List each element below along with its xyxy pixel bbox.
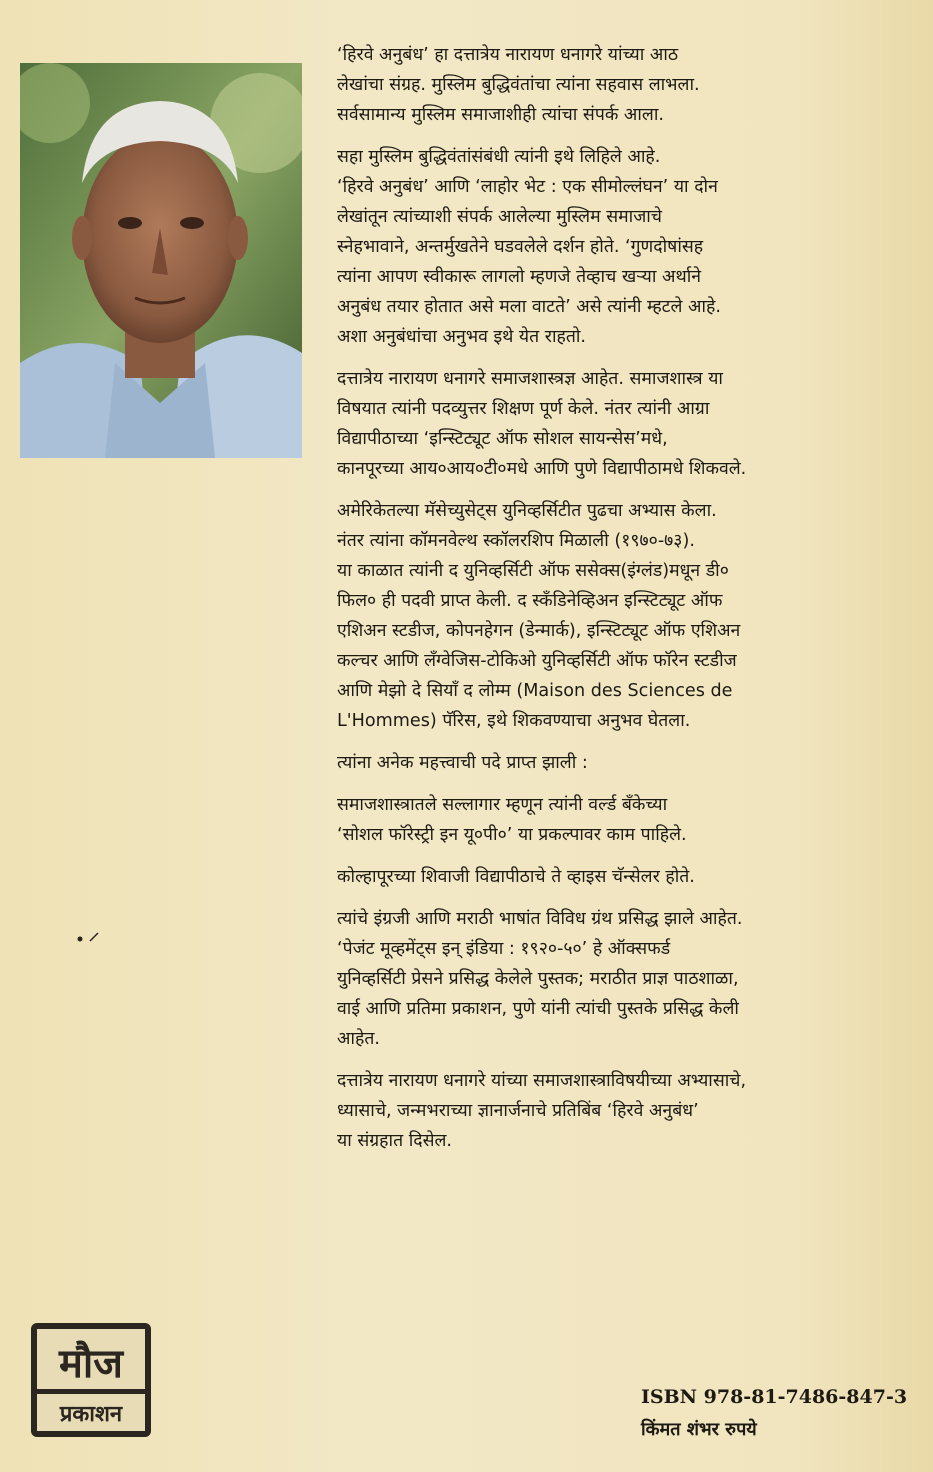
text-line: अशा अनुबंधांचा अनुभव इथे येत राहतो. [337, 327, 587, 347]
isbn-text: ISBN 978-81-7486-847-3 [641, 1386, 908, 1408]
text-line: ‘हिरवे अनुबंध’ हा दत्तात्रेय नारायण धनागरे यांच्या आठ [337, 45, 679, 65]
text-line: ‘पेजंट मूव्हमेंट्स इन् इंडिया : १९२०-५०’ हे ऑक्सफर्ड [337, 939, 671, 959]
text-line: लेखांतून त्यांच्याशी संपर्क आलेल्या मुस्लिम समाजाचे [337, 207, 662, 227]
paragraph [337, 904, 909, 1054]
text-line: लेखांचा संग्रह. मुस्लिम बुद्धिवंतांचा त्यांना सहवास लाभला. [337, 75, 700, 95]
text-line: एशिअन स्टडीज, कोपनहेगन (डेन्मार्क), इन्स्टिट्यूट ऑफ एशिअन [337, 621, 741, 641]
text-line: आहेत. [337, 1029, 380, 1049]
author-photo [20, 63, 302, 458]
text-line: आणि मेझो दे सियाँ द लोम्म (Maison des Sciences de [337, 681, 733, 701]
text-line: कल्चर आणि लँग्वेजिस-टोकिओ युनिव्हर्सिटी ऑफ फॉरेन स्टडीज [337, 651, 737, 671]
price-text: किंमत शंभर रुपये [641, 1419, 757, 1440]
text-line: वाई आणि प्रतिमा प्रकाशन, पुणे यांनी त्यांची पुस्तके प्रसिद्ध केली [337, 999, 739, 1019]
logo-top-text: मौज [59, 1341, 123, 1387]
text-line: त्यांना आपण स्वीकारू लागलो म्हणजे तेव्हाच खऱ्या अर्थाने [337, 267, 702, 287]
text-line: ‘हिरवे अनुबंध’ आणि ‘लाहोर भेट : एक सीमोल्लंघन’ या दोन [337, 177, 718, 197]
paragraph [337, 790, 909, 850]
text-line: फिल० ही पदवी प्राप्त केली. द स्कँडिनेव्हिअन इन्स्टिट्यूट ऑफ [337, 591, 723, 611]
paragraph [337, 364, 909, 484]
text-line: सर्वसामान्य मुस्लिम समाजाशीही त्यांचा संपर्क आला. [337, 105, 664, 125]
text-line: या संग्रहात दिसेल. [337, 1131, 453, 1151]
text-line: सहा मुस्लिम बुद्धिवंतांसंबंधी त्यांनी इथे लिहिले आहे. [337, 147, 661, 167]
logo-bottom-text: प्रकाशन [59, 1402, 123, 1427]
paragraph [337, 748, 909, 778]
text-line: कानपूरच्या आय०आय०टी०मधे आणि पुणे विद्यापीठामधे शिकवले. [337, 459, 747, 479]
text-line: दत्तात्रेय नारायण धनागरे समाजशास्त्रज्ञ आहेत. समाजशास्त्र या [337, 369, 723, 389]
text-line: अमेरिकेतल्या मॅसेच्युसेट्स युनिव्हर्सिटीत पुढचा अभ्यास केला. [337, 501, 717, 521]
text-line: विद्यापीठाच्या ‘इन्स्टिट्यूट ऑफ सोशल सायन्सेस’मधे, [337, 429, 668, 449]
paragraph [337, 862, 909, 892]
text-line: ध्यासाचे, जन्मभराच्या ज्ञानार्जनाचे प्रतिबिंब ‘हिरवे अनुबंध’ [337, 1101, 699, 1121]
text-line: युनिव्हर्सिटी प्रेसने प्रसिद्ध केलेले पुस्तक; मराठीत प्राज्ञ पाठशाळा, [337, 969, 739, 989]
text-line: अनुबंध तयार होतात असे मला वाटते’ असे त्यांनी म्हटले आहे. [337, 297, 721, 317]
text-line: त्यांना अनेक महत्त्वाची पदे प्राप्त झाली : [337, 753, 588, 773]
publisher-logo [28, 1320, 154, 1440]
text-line: L'Hommes) पॅरिस, इथे शिकवण्याचा अनुभव घेतला. [337, 711, 691, 731]
text-line: ‘सोशल फॉरेस्ट्री इन यू०पी०’ या प्रकल्पावर काम पाहिले. [337, 825, 687, 845]
text-line: नंतर त्यांना कॉमनवेल्थ स्कॉलरशिप मिळाली (१९७०-७३). [337, 531, 695, 551]
paragraph [337, 496, 909, 736]
paragraph [337, 142, 909, 352]
text-line: स्नेहभावाने, अन्तर्मुखतेने घडवलेले दर्शन होते. ‘गुणदोषांसह [337, 237, 704, 257]
paragraph [337, 40, 909, 130]
blurb [337, 40, 909, 1168]
stray-mark [76, 930, 102, 944]
paragraph [337, 1066, 909, 1156]
text-line: समाजशास्त्रातले सल्लागार म्हणून त्यांनी वर्ल्ड बँकेच्या [337, 795, 668, 815]
text-line: विषयात त्यांनी पदव्युत्तर शिक्षण पूर्ण केले. नंतर त्यांनी आग्रा [337, 399, 710, 419]
text-line: कोल्हापूरच्या शिवाजी विद्यापीठाचे ते व्हाइस चॅन्सेलर होते. [337, 867, 695, 887]
text-line: दत्तात्रेय नारायण धनागरे यांच्या समाजशास्त्राविषयीच्या अभ्यासाचे, [337, 1071, 747, 1091]
text-line: या काळात त्यांनी द युनिव्हर्सिटी ऑफ ससेक्स(इंग्लंड)मधून डी० [337, 561, 729, 581]
text-line: त्यांचे इंग्रजी आणि मराठी भाषांत विविध ग्रंथ प्रसिद्ध झाले आहेत. [337, 909, 743, 929]
